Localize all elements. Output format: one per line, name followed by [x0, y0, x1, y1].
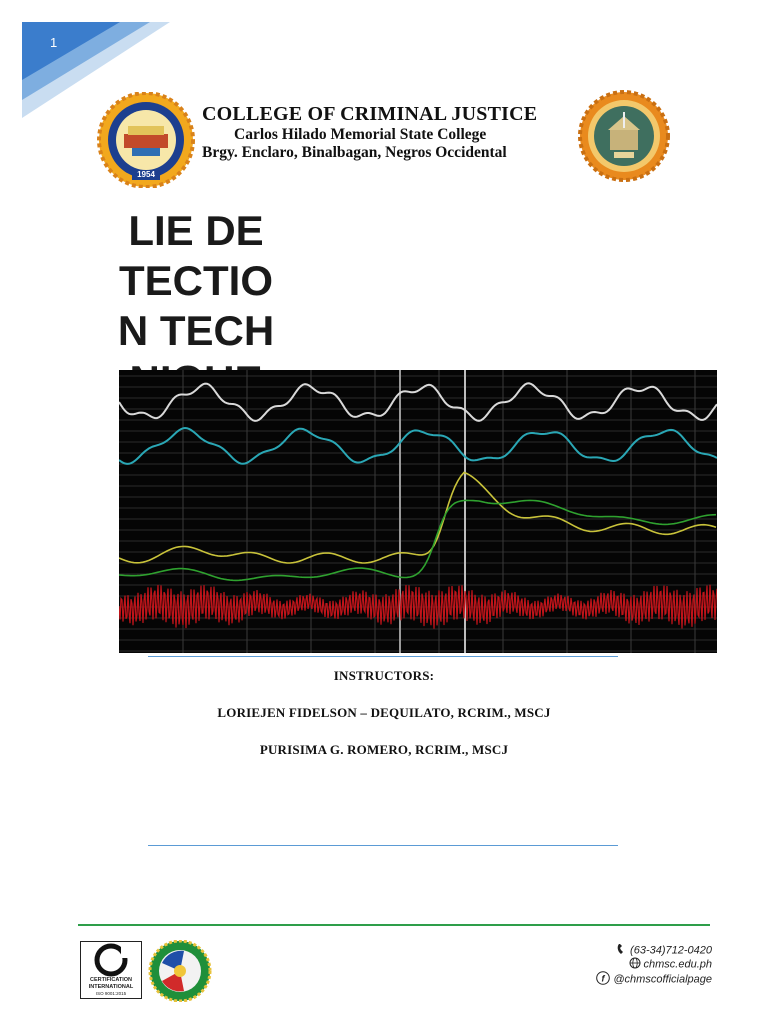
- seal-year: 1954: [137, 170, 155, 179]
- criminal-justice-seal-logo: [572, 90, 676, 182]
- document-title: LIE DETECTION TECH: [117, 207, 275, 354]
- contact-website-text[interactable]: chmsc.edu.ph: [643, 958, 712, 971]
- polygraph-chart-image: [119, 370, 717, 653]
- contact-social[interactable]: [596, 971, 712, 988]
- instructor-name: LORIEJEN FIDELSON – DEQUILATO, RCRIM., MSCJ: [217, 705, 551, 720]
- phone-icon: [617, 943, 627, 958]
- cert-standard: ISO 9001:2015: [95, 991, 127, 996]
- cert-label: CERTIFICATION: [89, 977, 133, 983]
- college-name: Carlos Hilado Memorial State College: [234, 126, 487, 143]
- certification-logo-icon: [81, 942, 141, 978]
- instructor-name: PURISIMA G. ROMERO, RCRIM., MSCJ: [259, 742, 509, 757]
- facebook-icon: [596, 971, 610, 988]
- contact-social-text[interactable]: @chmscofficialpage: [613, 973, 712, 986]
- college-seal-logo: [96, 92, 196, 188]
- svg-text:f: f: [601, 973, 605, 984]
- instructors-heading: INSTRUCTORS:: [333, 668, 435, 683]
- certification-badge: [80, 941, 142, 999]
- college-address: Brgy. Enclaro, Binalbagan, Negros Occidental: [202, 144, 507, 161]
- page-number: 1: [50, 35, 58, 50]
- contact-phone-text: (63-34)712-0420: [630, 944, 712, 957]
- footer-rule: [78, 924, 710, 926]
- divider-bottom: [148, 845, 618, 846]
- cert-label: INTERNATIONAL: [88, 984, 134, 990]
- college-title: COLLEGE OF CRIMINAL JUSTICE: [202, 103, 538, 125]
- bagong-pilipinas-seal-logo: [148, 940, 212, 1002]
- globe-icon: [629, 957, 641, 972]
- contact-phone: [617, 943, 712, 958]
- header-block: [202, 102, 570, 162]
- contact-website[interactable]: [629, 957, 712, 972]
- divider-top: [148, 656, 618, 657]
